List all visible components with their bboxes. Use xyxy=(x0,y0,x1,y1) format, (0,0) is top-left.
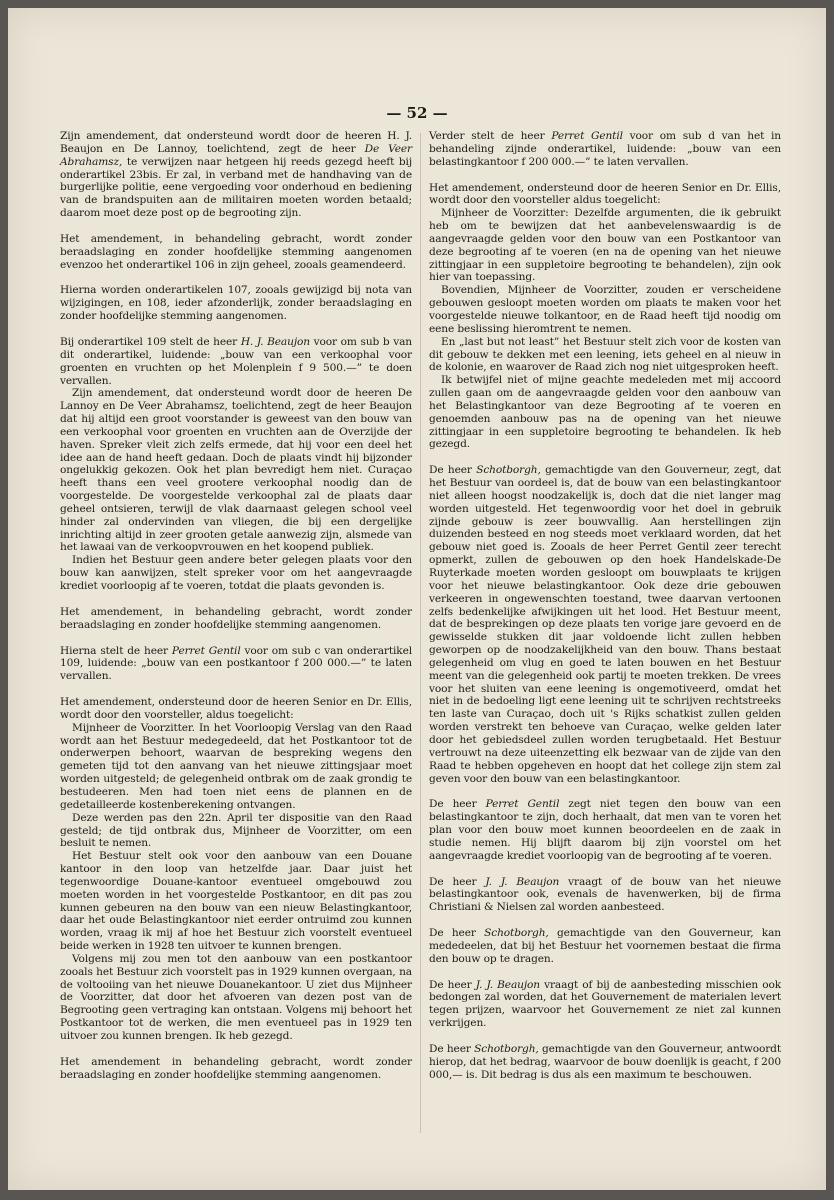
speaker-name: J. J. Beaujon xyxy=(475,978,540,991)
speaker-name: De Veer Abrahamsz, xyxy=(60,142,412,168)
paragraph: Het amendement, in behandeling gebracht, wordt zonder beraadslaging en zonder hoofdelijke stemming aangenomen evenzoo het onderartikel 106 in zijn geheel, zooals geamendeerd. xyxy=(60,232,412,271)
paragraph: Indien het Bestuur geen andere beter gelegen plaats voor den bouw kan aanwijzen, stelt spreker voor om het aangevraagde krediet voorloopig af te voeren, totdat die plaats gevonden is. xyxy=(60,554,412,592)
document-page xyxy=(8,8,826,1190)
paragraph: En „last but not least” het Bestuur stelt zich voor de kosten van dit gebouw te dekken met een leening, iets geheel en al nieuw in de kolonie, en waarover de Raad zich nog niet uitgesproken heeft. xyxy=(429,335,781,374)
right-column xyxy=(429,130,781,1095)
paragraph: Ik betwijfel niet of mijne geachte medeleden met mij accoord zullen gaan om de aangevraagde gelden voor den aanbouw van het Belastingkantoor van deze Begrooting af te voeren en genoemden aanbouw pas na de opening van het nieuwe zittingjaar in een suppletoire begrooting te behandelen. Ik heb gezegd. xyxy=(429,374,781,451)
speaker-name: Schotborgh, xyxy=(474,1043,539,1055)
speaker-name: J. J. Beaujon xyxy=(485,875,560,888)
speaker-name: Schotborgh, xyxy=(484,927,549,940)
left-column xyxy=(60,130,412,1095)
paragraph: Het amendement, ondersteund door de heeren Senior en Dr. Ellis, wordt door den voorsteller, aldus toegelicht: xyxy=(60,696,412,721)
paragraph: Het amendement, in behandeling gebracht, wordt zonder beraadslaging en zonder hoofdelijke stemming aangenomen. xyxy=(60,605,412,631)
speaker-name: Perret Gentil xyxy=(485,798,560,811)
paragraph: Het amendement, ondersteund door de heeren Senior en Dr. Ellis, wordt door den voorsteller aldus toegelicht: xyxy=(429,181,781,207)
paragraph: Bovendien, Mijnheer de Voorzitter, zouden er verscheidene gebouwen gesloopt moeten worden om plaats te maken voor het voorgestelde nieuwe tolkantoor, en de Raad heeft tijd noodig om eene beslissing hieromtrent te nemen. xyxy=(429,284,781,335)
speaker-name: H. J. Beaujon xyxy=(240,335,310,348)
paragraph: De heer Schotborgh, gemachtigde van den Gouverneur, kan mededeelen, dat bij het Bestuur het voornemen bestaat die firma den bouw op te dragen. xyxy=(429,927,781,965)
speaker-name: Perret Gentil xyxy=(171,644,241,657)
paragraph: Mijnheer de Voorzitter. In het Voorloopig Verslag van den Raad wordt aan het Bestuur medegedeeld, dat het Postkantoor tot de onderwerpen behoort, waarvan de bespreking wegens den gemeten tijd tot den aanvang van het nieuwe zittingsjaar moet worden uitgesteld; de gelegenheid ontbrak om de zaak grondig te bestudeeren. Men had toen niet eens de plannen en de gedetailleerde kostenberekening ontvangen. xyxy=(60,721,412,811)
paragraph: Deze werden pas den 22n. April ter dispositie van den Raad gesteld; de tijd ontbrak dus, Mijnheer de Voorzitter, om een besluit te nemen. xyxy=(60,811,412,850)
paragraph: Bij onderartikel 109 stelt de heer H. J. Beaujon voor om sub b van dit onderartikel, luidende: „bouw van een verkoophal voor groenten en vruchten op het Molenplein f 9 500.—” te doen vervallen. xyxy=(60,335,412,387)
page-number: — 52 — xyxy=(386,104,448,122)
paragraph: Het amendement in behandeling gebracht, wordt zonder beraadslaging en zonder hoofdelijke stemming aangenomen. xyxy=(60,1055,412,1081)
paragraph: Hierna stelt de heer Perret Gentil voor om sub c van onderartikel 109, luidende: „bouw van een postkantoor f 200 000.—” te laten vervallen. xyxy=(60,644,412,683)
paragraph: De heer Schotborgh, gemachtigde van den Gouverneur, antwoordt hierop, dat het bedrag, waarvoor de bouw doenlijk is geacht, f 200 000,— is. Dit bedrag is dus als een maximum te beschouwen. xyxy=(429,1043,781,1081)
column-divider xyxy=(420,133,421,1133)
paragraph: Verder stelt de heer Perret Gentil voor om sub d van het in behandeling zijnde onderartikel, luidende: „bouw van een belastingkantoor f 200 000.—” te laten vervallen. xyxy=(429,130,781,168)
paragraph: De heer Schotborgh, gemachtigde van den Gouverneur, zegt, dat het Bestuur van oordeel is, dat de bouw van een belastingkantoor niet alleen hoogst noodzakelijk is, doch dat die niet langer mag worden uitgesteld. Het tegenwoordig voor het doel in gebruik zijnde gebouw is zeer bouwvallig. Aan herstellingen zijn duizenden besteed en nog steeds moet verklaard worden, dat het gebouw niet goed is. Zooals de heer Perret Gentil zeer terecht opmerkt, zullen de gebouwen op den hoek Handelskade-De Ruyterkade moeten worden gesloopt om bouwplaats te krijgen voor het nieuwe belastingkantoor. Ook deze drie gebouwen verkeeren in ongewenschten toestand, twee daarvan vertoonen zelfs bedenkelijke afwijkingen uit het lood. Het Bestuur meent, dat de besprekingen op deze plaats ten vorige jare gevoerd en de gewisselde stukken dit jaar voldoende licht zullen hebben geworpen op de noodzakelijkheid van den bouw. Thans bestaat gelegenheid om vlug en goed te laten bouwen en het Bestuur meent van die gelegenheid ook partij te moeten trekken. De vrees voor het sluiten van eene leening is ongemotiveerd, omdat het niet in de bedoeling ligt eene leening uit te schrijven rechtstreeks ten laste van Curaçao, doch uit 's Rijks schatkist zullen gelden worden verstrekt ten behoeve van Curaçao, welke gelden later door het gebiedsdeel zullen worden terugbetaald. Het Bestuur vertrouwt na deze uiteenzetting elk bezwaar van de zijde van den Raad te hebben opgeheven en hoopt dat het college zijn stem zal geven voor den bouw van een belastingkantoor. xyxy=(429,464,781,785)
paragraph: De heer J. J. Beaujon vraagt of bij de aanbesteding misschien ook bedongen zal worden, dat het Gouvernement de materialen levert tegen prijzen, waarvoor het Gouvernement ze niet zal kunnen verkrijgen. xyxy=(429,978,782,1030)
paragraph: Zijn amendement, dat ondersteund wordt door de heeren H. J. Beaujon en De Lannoy, toelichtend, zegt de heer De Veer Abrahamsz, te verwijzen naar hetgeen hij reeds gezegd heeft bij onderartikel 23bis. Er zal, in verband met de handhaving van de burgerlijke politie, eene vergoeding voor onderhoud en bediening van de brandspuiten aan de militairen moeten worden betaald; daarom moet deze post op de begrooting zijn. xyxy=(60,130,412,220)
paragraph: Zijn amendement, dat ondersteund wordt door de heeren De Lannoy en De Veer Abrahamsz, toelichtend, zegt de heer Beaujon dat hij altijd een groot voorstander is geweest van den bouw van een verkoophal voor groenten en vruchten aan de Overzijde der haven. Spreker vleit zich zelfs ermede, dat hij voor een deel het idee aan de hand heeft gedaan. Doch de plaats vindt hij bijzonder ongelukkig gekozen. Ook het plan bevredigt hem niet. Curaçao heeft thans een veel grootere verkoophal noodig dan de voorgestelde. De voorgestelde verkoophal zal de plaats daar geheel ontsieren, terwijl de vlak daarnaast gelegen school veel hinder zal ondervinden van vliegen, die bij een dergelijke inrichting altijd in zeer grooten getale aanwezig zijn, alsmede van het lawaai van de verkoopvrouwen en het koopend publiek. xyxy=(60,387,412,554)
paragraph: De heer J. J. Beaujon vraagt of de bouw van het nieuwe belastingkantoor ook, evenals de havenwerken, bij de firma Christiani & Nielsen zal worden aanbesteed. xyxy=(429,875,781,914)
paragraph: De heer Perret Gentil zegt niet tegen den bouw van een belastingkantoor te zijn, doch herhaalt, dat men van te voren het plan voor den bouw moet kunnen beoordeelen en de zaak in studie nemen. Hij blijft daarom bij zijn voorstel om het aangevraagde krediet voorloopig van de begrooting af te voeren. xyxy=(429,798,781,862)
paragraph: Mijnheer de Voorzitter: Dezelfde argumenten, die ik gebruikt heb om te bewijzen dat het aanbevelenswaardig is de aangevraagde gelden voor den bouw van een Postkantoor van deze begrooting af te voeren (en na de opening van het nieuwe zittingjaar in een suppletoire begrooting te behandelen), zijn ook hier van toepassing. xyxy=(429,207,781,284)
speaker-name: Schotborgh, xyxy=(476,464,541,477)
paragraph: Volgens mij zou men tot den aanbouw van een postkantoor zooals het Bestuur zich voorstelt pas in 1929 kunnen overgaan, na de voltooiing van het nieuwe Douanekantoor. U ziet dus Mijnheer de Voorzitter, dat door het afvoeren van dezen post van de Begrooting geen vertraging kan ontstaan. Volgens mij behoort het Postkantoor tot de werken, die men eventueel pas in 1929 ten uitvoer zou kunnen brengen. Ik heb gezegd. xyxy=(60,952,412,1042)
paragraph: Hierna worden onderartikelen 107, zooals gewijzigd bij nota van wijzigingen, en 108, ieder afzonderlijk, zonder beraadslaging en zonder hoofdelijke stemming aangenomen. xyxy=(60,284,412,323)
paragraph: Het Bestuur stelt ook voor den aanbouw van een Douane kantoor in den loop van hetzelfde jaar. Daar juist het tegenwoordige Douane-kantoor eventueel omgebouwd zou moeten worden in het voorgestelde Postkantoor, en dit pas zou kunnen gebeuren na den bouw van een nieuw Belastingkantoor, daar het oude Belastingkantoor niet eerder ontruimd zou kunnen worden, vraag ik mij af hoe het Bestuur zich voorstelt eventueel beide werken in 1928 ten uitvoer te kunnen brengen. xyxy=(60,850,412,953)
speaker-name: Perret Gentil xyxy=(551,130,623,142)
